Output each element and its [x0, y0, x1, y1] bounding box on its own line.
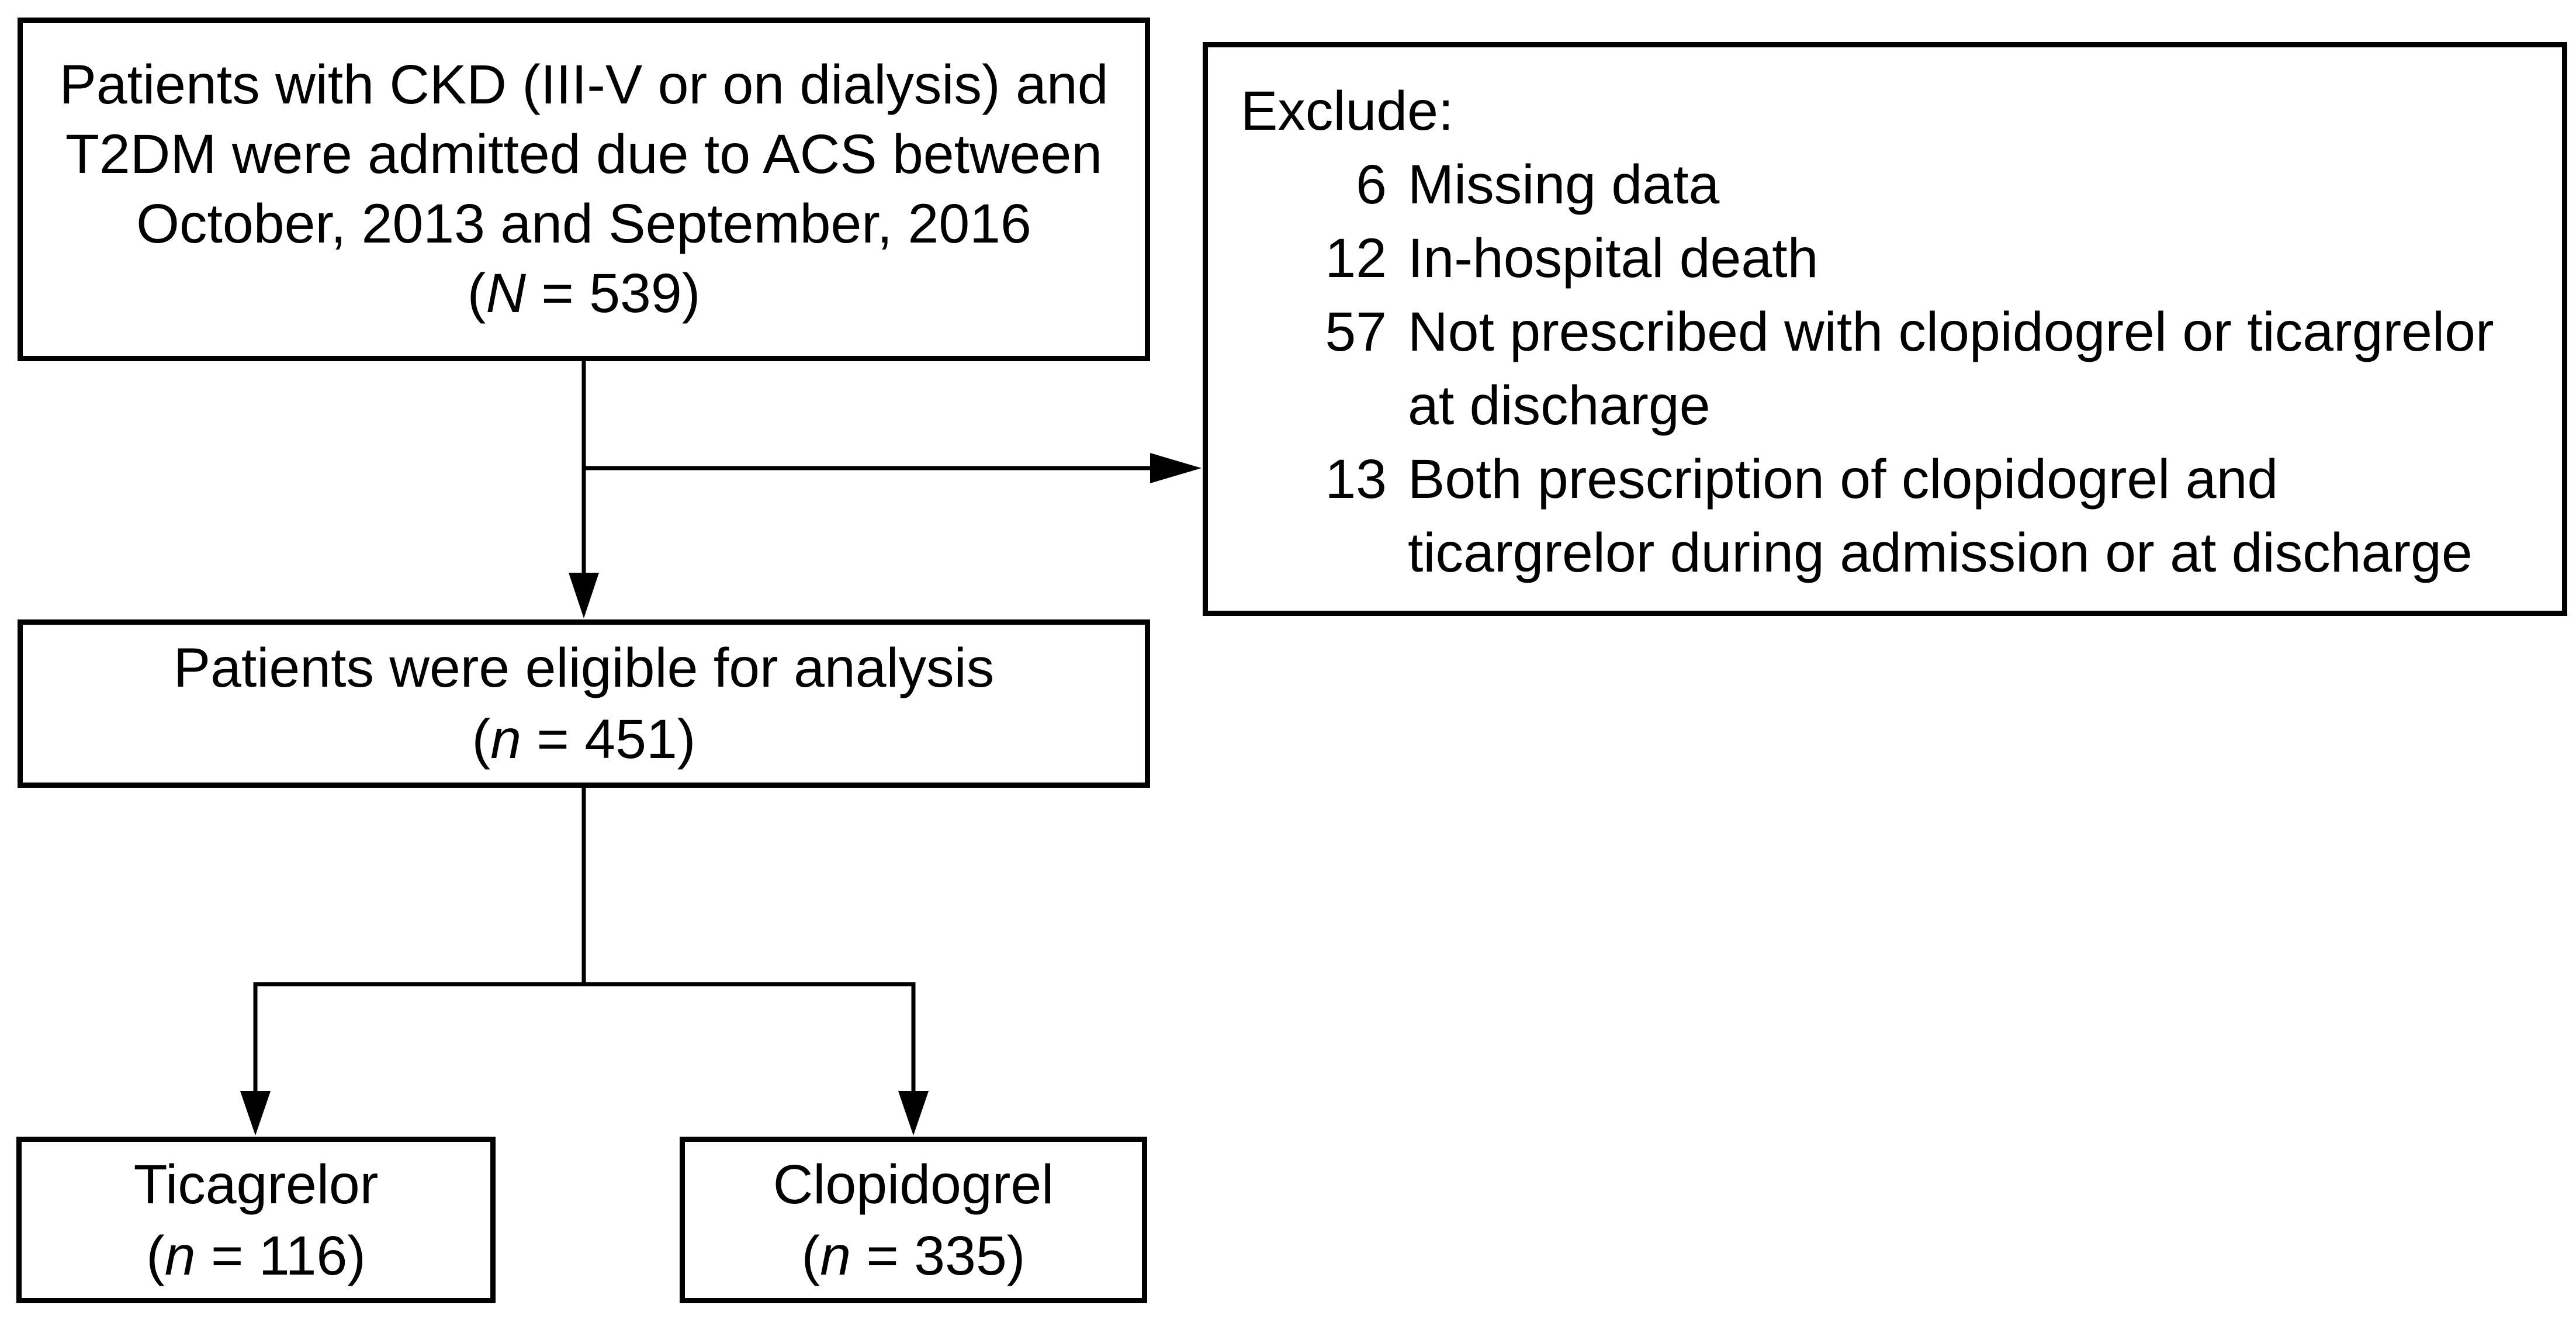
exclude-item-text [1408, 221, 1818, 295]
arrowhead-down-ticagrelor-icon [240, 1091, 271, 1135]
enrollment-line: Patients with CKD (III-V or on dialysis) and [59, 54, 1109, 116]
exclude-box [1203, 42, 2567, 616]
count-value: = 116) [195, 1224, 366, 1287]
exclude-item [1241, 221, 2544, 295]
n-symbol: N [486, 262, 526, 324]
ticagrelor-box [16, 1137, 496, 1303]
exclude-item-count: 13 [1325, 448, 1387, 510]
exclude-item-text [1408, 442, 2473, 590]
enrollment-line: October, 2013 and September, 2016 [136, 193, 1031, 255]
arrowhead-down-eligible-icon [569, 573, 599, 618]
exclude-item-line: Missing data [1408, 154, 1720, 216]
exclude-item [1241, 442, 2544, 590]
exclude-item-line: In-hospital death [1408, 227, 1819, 289]
paren-open: ( [801, 1224, 820, 1287]
ticagrelor-count [146, 1220, 366, 1292]
n-symbol: n [490, 708, 522, 770]
clopidogrel-box [680, 1137, 1147, 1303]
enrollment-line: T2DM were admitted due to ACS between [65, 123, 1103, 185]
exclude-item-line: at discharge [1408, 375, 1711, 437]
eligible-line: Patients were eligible for analysis [173, 637, 995, 699]
count-value: = 451) [521, 708, 696, 770]
paren-open: ( [472, 708, 491, 770]
exclude-item-count: 57 [1325, 301, 1387, 363]
connector-eligible-split [255, 788, 913, 1093]
exclude-item-line: Both prescription of clopidogrel and [1408, 448, 2279, 510]
enrollment-count [468, 259, 701, 328]
exclude-item [1241, 295, 2544, 442]
exclude-item-text [1408, 295, 2494, 442]
exclude-item-text [1408, 148, 1719, 221]
n-symbol: n [820, 1224, 851, 1287]
clopidogrel-count [802, 1220, 1026, 1292]
n-symbol: n [164, 1224, 196, 1287]
arrowhead-down-clopidogrel-icon [898, 1091, 929, 1135]
enrollment-box [18, 18, 1150, 361]
exclude-item-count: 6 [1356, 154, 1387, 216]
paren-open: ( [146, 1224, 165, 1287]
exclude-item-count: 12 [1325, 227, 1387, 289]
exclude-item-line: Not prescribed with clopidogrel or ticargrelor [1408, 301, 2494, 363]
exclude-heading: Exclude: [1241, 80, 1454, 142]
clopidogrel-label: Clopidogrel [773, 1153, 1054, 1216]
arrowhead-right-exclude-icon [1150, 453, 1202, 483]
paren-open: ( [467, 262, 486, 324]
eligible-count [472, 704, 696, 775]
count-value: = 539) [525, 262, 701, 324]
exclude-item-line: ticargrelor during admission or at discharge [1408, 522, 2473, 584]
eligible-box [18, 619, 1150, 788]
ticagrelor-label: Ticagrelor [133, 1153, 379, 1216]
count-value: = 335) [851, 1224, 1026, 1287]
exclude-item [1241, 148, 2544, 221]
